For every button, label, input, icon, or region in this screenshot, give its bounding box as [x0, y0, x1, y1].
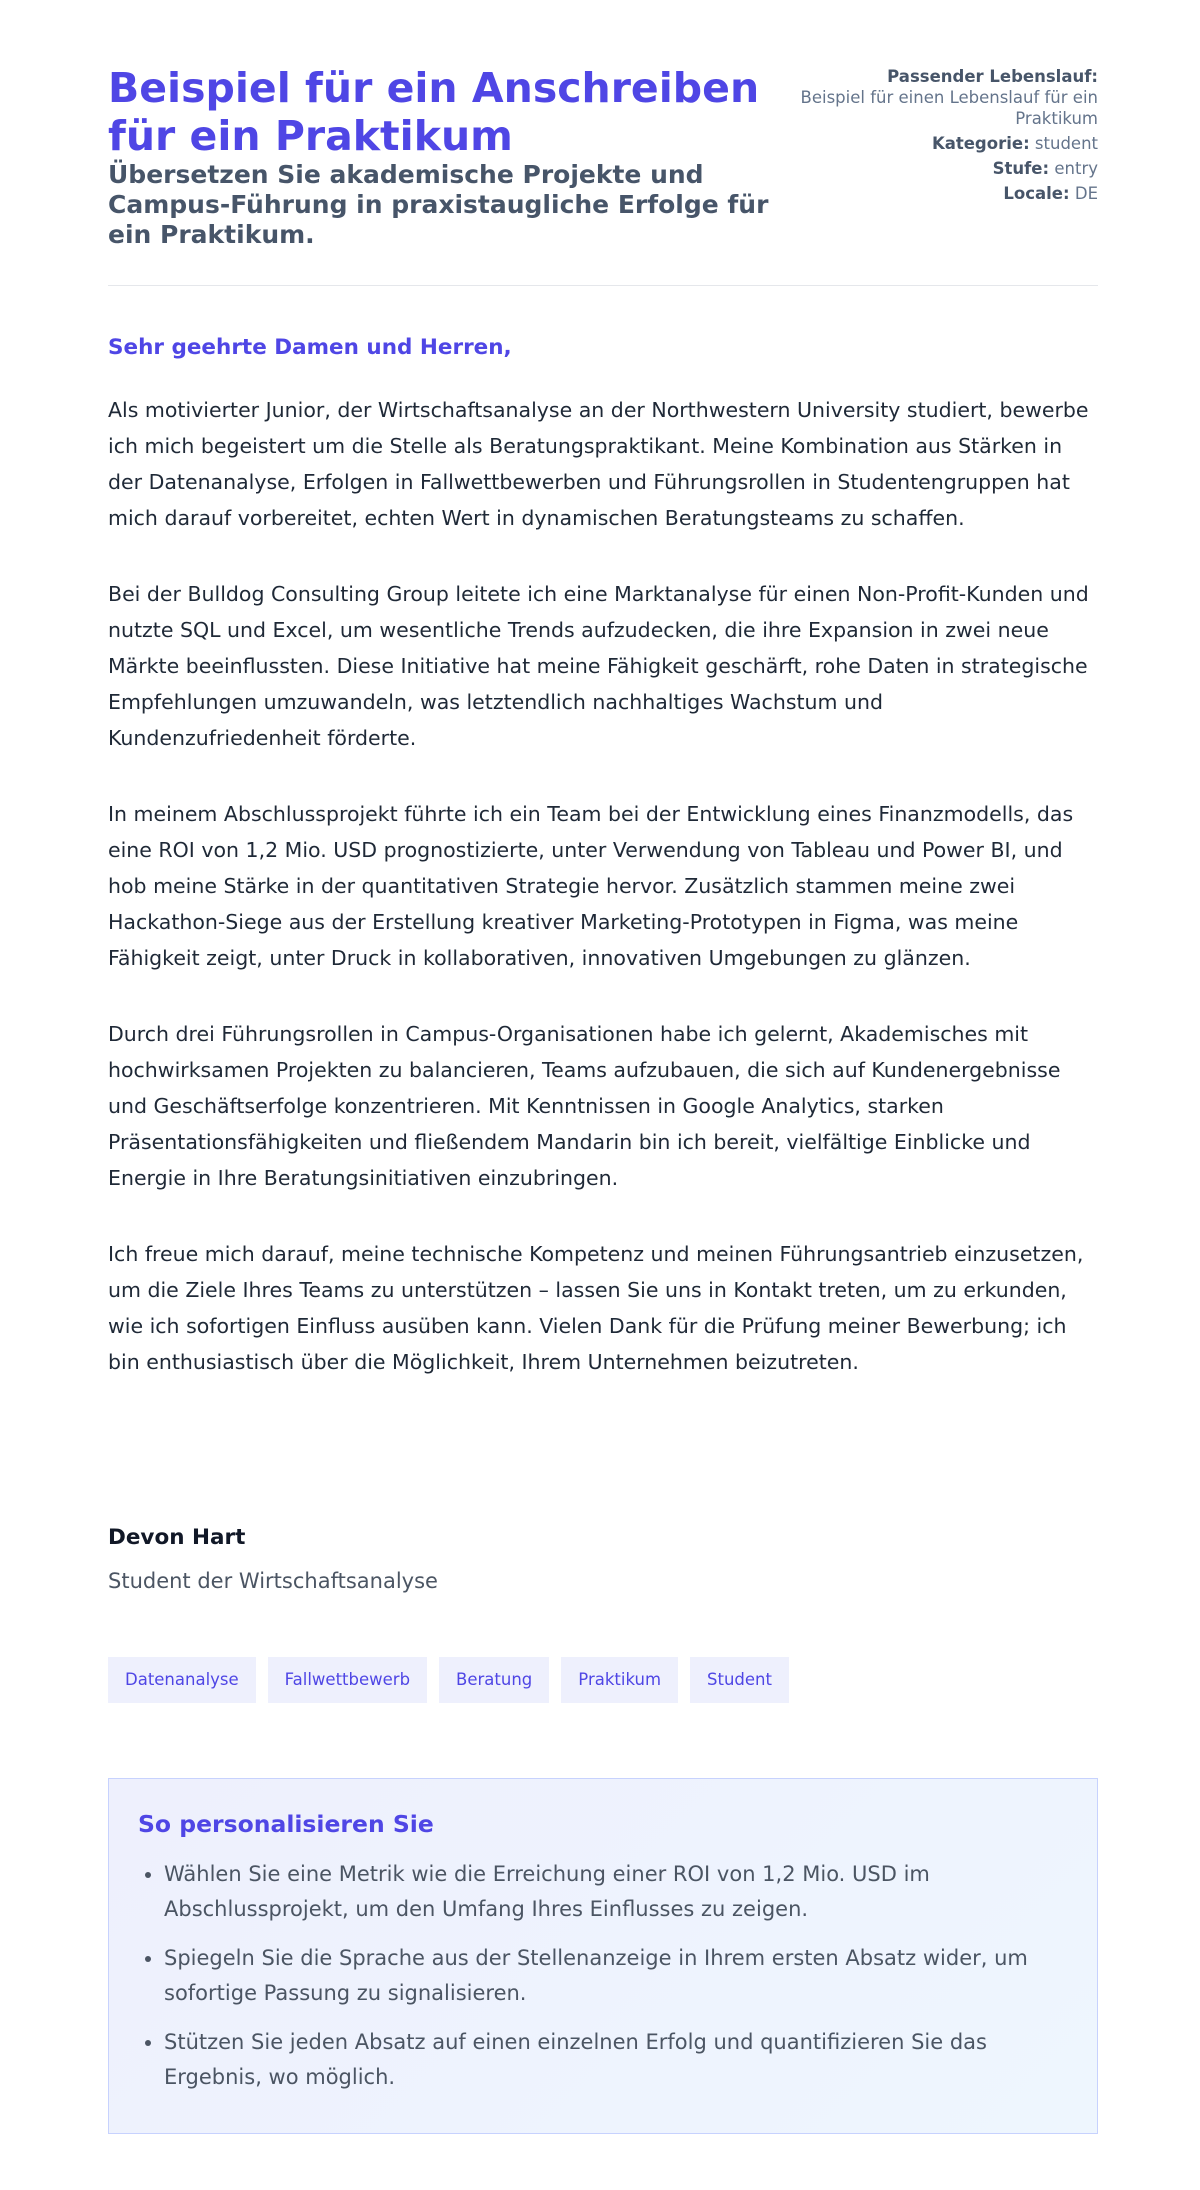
tag-beratung[interactable]: Beratung: [439, 1657, 549, 1703]
letter-paragraph: Ich freue mich darauf, meine technische Kompetenz und meinen Führungsantrieb einzusetzen, um die Ziele Ihres Teams zu unterstützen – lassen Sie uns in Kontakt treten, um zu erkunden, wie ich sofortigen Einfluss ausüben kann. Vielen Dank für die Prüfung meiner Bewerbung; ich bin enthusiastisch über die Möglichkeit, Ihrem Unternehmen beizutreten.: [108, 1242, 1084, 1374]
meta-resume-label: Passender Lebenslauf:: [887, 67, 1098, 86]
tip-item: • Wählen Sie eine Metrik wie die Erreichung einer ROI von 1,2 Mio. USD im Abschlussprojekt, um den Umfang Ihres Einflusses zu zeigen.: [164, 1857, 1068, 1927]
meta-resume-link[interactable]: Beispiel für einen Lebenslauf für ein Praktikum: [800, 88, 1098, 128]
meta-resume: [798, 66, 1098, 129]
meta-info: [798, 66, 1098, 204]
meta-level-label: Stufe:: [992, 159, 1050, 178]
letter-paragraph: In meinem Abschlussprojekt führte ich ein Team bei der Entwicklung eines Finanzmodells, das eine ROI von 1,2 Mio. USD prognostizierte, unter Verwendung von Tableau und Power BI, und hob meine Stärke in der quantitativen Strategie hervor. Zusätzlich stammen meine zwei Hackathon-Siege aus der Erstellung kreativer Marketing-Prototypen in Figma, was meine Fähigkeit zeigt, unter Druck in kollaborativen, innovativen Umgebungen zu glänzen.: [108, 802, 1074, 970]
meta-locale: [798, 183, 1098, 204]
personalization-tips: [108, 1778, 1098, 2134]
tip-item: • Stützen Sie jeden Absatz auf einen einzelnen Erfolg und quantifizieren Sie das Ergebnis, wo möglich.: [164, 2025, 1068, 2095]
letter-body: [108, 392, 1102, 1420]
meta-locale-label: Locale:: [1003, 184, 1070, 203]
tag-fallwettbewerb[interactable]: Fallwettbewerb: [268, 1657, 427, 1703]
letter-paragraph: Bei der Bulldog Consulting Group leitete ich eine Marktanalyse für einen Non-Profit-Kunden und nutzte SQL und Excel, um wesentliche Trends aufzudecken, die ihre Expansion in zwei neue Märkte beeinflussten. Diese Initiative hat meine Fähigkeit geschärft, rohe Daten in strategische Empfehlungen umzuwandeln, was letztendlich nachhaltiges Wachstum und Kundenzufriedenheit förderte.: [108, 582, 1089, 750]
meta-locale-value: DE: [1074, 184, 1098, 203]
tips-title: So personalisieren Sie: [138, 1810, 434, 1838]
letter-paragraph: Durch drei Führungsrollen in Campus-Organisationen habe ich gelernt, Akademisches mit hochwirksamen Projekten zu balancieren, Teams aufzubauen, die sich auf Kundenergebnisse und Geschäftserfolge konzentrieren. Mit Kenntnissen in Google Analytics, starken Präsentationsfähigkeiten und fließendem Mandarin bin ich bereit, vielfältige Einblicke und Energie in Ihre Beratungsinitiativen einzubringen.: [108, 1022, 1061, 1190]
letter-paragraph: Als motivierter Junior, der Wirtschaftsanalyse an der Northwestern University studiert, bewerbe ich mich begeistert um die Stelle als Beratungspraktikant. Meine Kombination aus Stärken in der Datenanalyse, Erfolgen in Fallwettbewerben und Führungsrollen in Studentengruppen hat mich darauf vorbereitet, echten Wert in dynamischen Beratungsteams zu schaffen.: [108, 398, 1089, 530]
tip-item: • Spiegeln Sie die Sprache aus der Stellenanzeige in Ihrem ersten Absatz wider, um sofortige Passung zu signalisieren.: [164, 1941, 1068, 2011]
meta-level-value: entry: [1054, 159, 1098, 178]
letter-signature: [108, 1523, 438, 1596]
tag-student[interactable]: Student: [690, 1657, 789, 1703]
tips-list: [138, 1857, 1068, 2095]
tag-list: [108, 1657, 789, 1703]
tag-datenanalyse[interactable]: Datenanalyse: [108, 1657, 256, 1703]
page-subtitle: Übersetzen Sie akademische Projekte und Campus-Führung in praxistaugliche Erfolge für ein Praktikum.: [108, 160, 769, 249]
meta-level: [798, 158, 1098, 179]
letter-salutation: Sehr geehrte Damen und Herren,: [108, 335, 512, 360]
tag-praktikum[interactable]: Praktikum: [561, 1657, 678, 1703]
page-header: [108, 64, 1098, 286]
meta-category-value: student: [1034, 134, 1098, 153]
page-title: Beispiel für ein Anschreiben für ein Praktikum: [108, 64, 760, 160]
meta-category: [798, 133, 1098, 154]
signature-name: Devon Hart: [108, 1525, 246, 1550]
meta-category-label: Kategorie:: [931, 134, 1030, 153]
signature-title: Student der Wirtschaftsanalyse: [108, 1569, 438, 1593]
